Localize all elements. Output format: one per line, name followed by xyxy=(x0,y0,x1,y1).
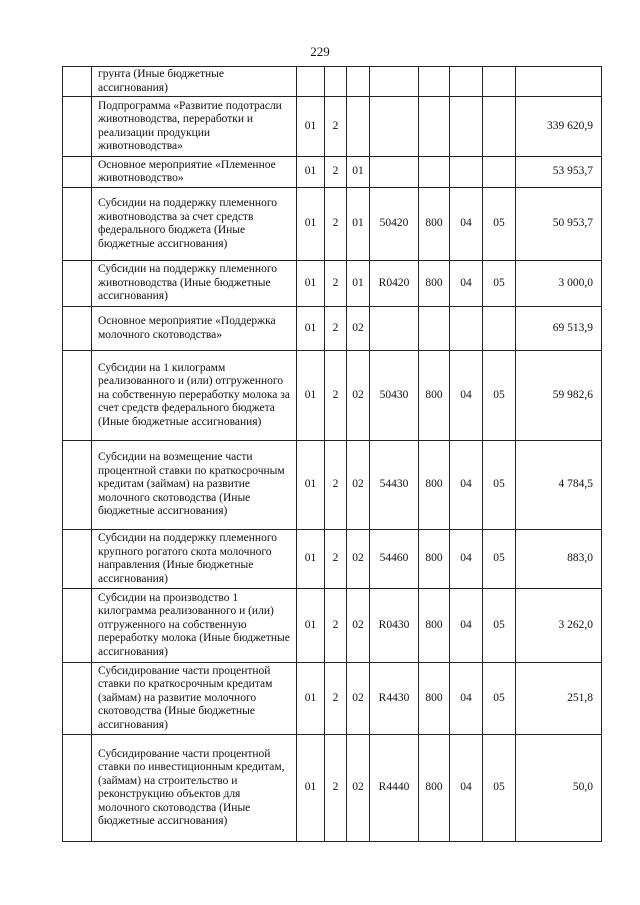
row-number-cell xyxy=(63,663,92,735)
program-code-cell: 02 xyxy=(347,663,370,735)
subsection-code-cell: 2 xyxy=(325,307,347,351)
expense-type-cell: 800 xyxy=(419,441,450,530)
subchapter-code-cell: 05 xyxy=(483,351,516,441)
item-name-cell: Субсидии на 1 килограмм реализованного и (или) отгруженного на собственную переработку молока за счет средств федерального бюджета (Иные бюджетные ассигнования) xyxy=(92,351,297,441)
subchapter-code-cell: 05 xyxy=(483,589,516,663)
subchapter-code-cell xyxy=(483,67,516,97)
section-code-cell: 01 xyxy=(297,589,325,663)
subsection-code-cell: 2 xyxy=(325,351,347,441)
subchapter-code-cell: 05 xyxy=(483,441,516,530)
section-code-cell: 01 xyxy=(297,157,325,188)
table-row xyxy=(63,735,602,842)
table-row xyxy=(63,67,602,97)
target-code-cell xyxy=(370,307,419,351)
program-code-cell: 02 xyxy=(347,530,370,589)
program-code-cell: 01 xyxy=(347,157,370,188)
subsection-code-cell: 2 xyxy=(325,97,347,157)
subchapter-code-cell xyxy=(483,157,516,188)
program-code-cell: 02 xyxy=(347,441,370,530)
table-row xyxy=(63,188,602,261)
row-number-cell xyxy=(63,530,92,589)
item-name-cell: Субсидии на возмещение части процентной ставки по краткосрочным кредитам (займам) на развитие молочного скотоводства (Иные бюджетные ассигнования) xyxy=(92,441,297,530)
program-code-cell: 02 xyxy=(347,351,370,441)
expense-type-cell xyxy=(419,97,450,157)
subchapter-code-cell: 05 xyxy=(483,663,516,735)
row-number-cell xyxy=(63,188,92,261)
target-code-cell: R4440 xyxy=(370,735,419,842)
section-code-cell: 01 xyxy=(297,735,325,842)
table-row xyxy=(63,441,602,530)
table-row xyxy=(63,589,602,663)
expense-type-cell: 800 xyxy=(419,351,450,441)
amount-cell: 4 784,5 xyxy=(516,441,602,530)
item-name-cell: Субсидирование части процентной ставки по краткосрочным кредитам (займам) на развитие молочного скотоводства (Иные бюджетные ассигнования) xyxy=(92,663,297,735)
item-name-cell: Основное мероприятие «Племенное животноводство» xyxy=(92,157,297,188)
chapter-code-cell: 04 xyxy=(450,351,483,441)
expense-type-cell: 800 xyxy=(419,188,450,261)
section-code-cell: 01 xyxy=(297,441,325,530)
expense-type-cell: 800 xyxy=(419,530,450,589)
table-row xyxy=(63,261,602,307)
chapter-code-cell: 04 xyxy=(450,441,483,530)
subchapter-code-cell: 05 xyxy=(483,261,516,307)
table-body xyxy=(63,67,602,842)
amount-cell: 50,0 xyxy=(516,735,602,842)
budget-table xyxy=(62,66,602,842)
expense-type-cell xyxy=(419,307,450,351)
subsection-code-cell: 2 xyxy=(325,261,347,307)
program-code-cell xyxy=(347,67,370,97)
subchapter-code-cell: 05 xyxy=(483,530,516,589)
target-code-cell: 50420 xyxy=(370,188,419,261)
subsection-code-cell: 2 xyxy=(325,188,347,261)
row-number-cell xyxy=(63,261,92,307)
item-name-cell: Субсидирование части процентной ставки по инвестиционным кредитам, (займам) на строительство и реконструкцию объектов для молочного скотоводства (Иные бюджетные ассигнования) xyxy=(92,735,297,842)
section-code-cell: 01 xyxy=(297,97,325,157)
table-row xyxy=(63,97,602,157)
table-row xyxy=(63,663,602,735)
program-code-cell xyxy=(347,97,370,157)
chapter-code-cell xyxy=(450,67,483,97)
section-code-cell: 01 xyxy=(297,261,325,307)
program-code-cell: 02 xyxy=(347,307,370,351)
amount-cell: 69 513,9 xyxy=(516,307,602,351)
table-row xyxy=(63,157,602,188)
amount-cell: 53 953,7 xyxy=(516,157,602,188)
program-code-cell: 02 xyxy=(347,735,370,842)
target-code-cell: R0430 xyxy=(370,589,419,663)
subsection-code-cell: 2 xyxy=(325,530,347,589)
amount-cell: 3 000,0 xyxy=(516,261,602,307)
page-number: 229 xyxy=(310,44,330,59)
chapter-code-cell xyxy=(450,97,483,157)
target-code-cell xyxy=(370,157,419,188)
target-code-cell: R0420 xyxy=(370,261,419,307)
chapter-code-cell: 04 xyxy=(450,530,483,589)
amount-cell: 59 982,6 xyxy=(516,351,602,441)
row-number-cell xyxy=(63,97,92,157)
chapter-code-cell: 04 xyxy=(450,188,483,261)
amount-cell: 339 620,9 xyxy=(516,97,602,157)
row-number-cell xyxy=(63,589,92,663)
row-number-cell xyxy=(63,441,92,530)
item-name-cell: грунта (Иные бюджетные ассигнования) xyxy=(92,67,297,97)
row-number-cell xyxy=(63,157,92,188)
row-number-cell xyxy=(63,351,92,441)
amount-cell xyxy=(516,67,602,97)
subchapter-code-cell: 05 xyxy=(483,735,516,842)
expense-type-cell xyxy=(419,67,450,97)
section-code-cell xyxy=(297,67,325,97)
subsection-code-cell: 2 xyxy=(325,735,347,842)
section-code-cell: 01 xyxy=(297,351,325,441)
chapter-code-cell: 04 xyxy=(450,663,483,735)
section-code-cell: 01 xyxy=(297,188,325,261)
program-code-cell: 02 xyxy=(347,589,370,663)
target-code-cell: 54460 xyxy=(370,530,419,589)
item-name-cell: Подпрограмма «Развитие подотрасли животноводства, переработки и реализации продукции животноводства» xyxy=(92,97,297,157)
chapter-code-cell: 04 xyxy=(450,261,483,307)
table-row xyxy=(63,351,602,441)
item-name-cell: Субсидии на поддержку племенного животноводства (Иные бюджетные ассигнования) xyxy=(92,261,297,307)
chapter-code-cell: 04 xyxy=(450,735,483,842)
item-name-cell: Основное мероприятие «Поддержка молочного скотоводства» xyxy=(92,307,297,351)
chapter-code-cell xyxy=(450,157,483,188)
amount-cell: 50 953,7 xyxy=(516,188,602,261)
row-number-cell xyxy=(63,307,92,351)
row-number-cell xyxy=(63,67,92,97)
subchapter-code-cell xyxy=(483,307,516,351)
chapter-code-cell: 04 xyxy=(450,589,483,663)
section-code-cell: 01 xyxy=(297,663,325,735)
expense-type-cell: 800 xyxy=(419,261,450,307)
target-code-cell: 54430 xyxy=(370,441,419,530)
table-row xyxy=(63,307,602,351)
item-name-cell: Субсидии на поддержку племенного крупного рогатого скота молочного направления (Иные бюджетные ассигнования) xyxy=(92,530,297,589)
subsection-code-cell: 2 xyxy=(325,157,347,188)
target-code-cell: R4430 xyxy=(370,663,419,735)
subsection-code-cell xyxy=(325,67,347,97)
target-code-cell: 50430 xyxy=(370,351,419,441)
amount-cell: 251,8 xyxy=(516,663,602,735)
target-code-cell xyxy=(370,67,419,97)
item-name-cell: Субсидии на поддержку племенного животноводства за счет средств федерального бюджета (Иные бюджетные ассигнования) xyxy=(92,188,297,261)
expense-type-cell: 800 xyxy=(419,589,450,663)
amount-cell: 883,0 xyxy=(516,530,602,589)
expense-type-cell: 800 xyxy=(419,663,450,735)
program-code-cell: 01 xyxy=(347,188,370,261)
section-code-cell: 01 xyxy=(297,530,325,589)
amount-cell: 3 262,0 xyxy=(516,589,602,663)
chapter-code-cell xyxy=(450,307,483,351)
subsection-code-cell: 2 xyxy=(325,589,347,663)
expense-type-cell xyxy=(419,157,450,188)
item-name-cell: Субсидии на производство 1 килограмма реализованного и (или) отгруженного на собственную переработку молока (Иные бюджетные ассигнования) xyxy=(92,589,297,663)
subchapter-code-cell xyxy=(483,97,516,157)
subchapter-code-cell: 05 xyxy=(483,188,516,261)
subsection-code-cell: 2 xyxy=(325,663,347,735)
target-code-cell xyxy=(370,97,419,157)
section-code-cell: 01 xyxy=(297,307,325,351)
table-row xyxy=(63,530,602,589)
subsection-code-cell: 2 xyxy=(325,441,347,530)
row-number-cell xyxy=(63,735,92,842)
program-code-cell: 01 xyxy=(347,261,370,307)
expense-type-cell: 800 xyxy=(419,735,450,842)
